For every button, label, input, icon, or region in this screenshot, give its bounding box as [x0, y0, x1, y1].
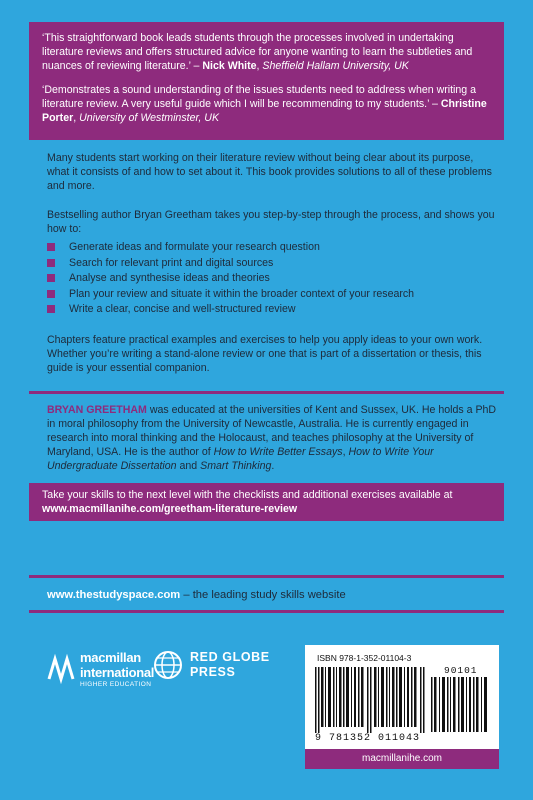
separator: and: [176, 460, 201, 472]
divider: [29, 575, 504, 578]
barcode-icon: [315, 667, 427, 733]
divider: [29, 391, 504, 394]
separator: ,: [256, 60, 263, 72]
barcode-addon-icon: [431, 677, 489, 732]
imprint-name: RED GLOBE: [190, 650, 270, 664]
globe-icon: [152, 649, 184, 681]
publisher-name-line2: international: [80, 665, 155, 680]
list-item: [47, 240, 497, 256]
isbn-barcode-box: [305, 645, 499, 749]
bullet-square-icon: [47, 274, 55, 282]
barcode-digits: 9 781352 011043: [315, 733, 421, 744]
skills-list: [47, 240, 497, 318]
promo-band: [29, 483, 504, 521]
list-item: [47, 287, 497, 303]
endorsement-1: [42, 31, 494, 73]
bio-text: was educated at the universities of Kent and Sussex, UK. He holds a PhD in moral philosophy from the University of Newcastle, Australia. He is currently engaged in research into moral thinking and the Holocaust, and teaches philosophy at the University of Maryland, USA. He is the author of: [47, 404, 497, 458]
punctuation: .: [271, 460, 275, 472]
bullet-square-icon: [47, 290, 55, 298]
studyspace-line: [47, 589, 346, 601]
imprint-name-line2: PRESS: [190, 665, 236, 679]
author-name: BRYAN GREETHAM: [47, 404, 147, 416]
promo-text: Take your skills to the next level with the checklists and additional exercises available at: [42, 489, 453, 501]
separator: ,: [342, 446, 349, 458]
list-item-text: Generate ideas and formulate your research question: [69, 241, 320, 253]
publisher-name: macmillan: [80, 650, 141, 665]
endorsements-box: [29, 22, 504, 140]
list-item-text: Plan your review and situate it within the broader context of your research: [69, 287, 415, 300]
endorser-affiliation: University of Westminster, UK: [79, 112, 220, 124]
endorser-name: Nick White: [202, 60, 257, 72]
isbn-label: ISBN 978-1-352-01104-3: [317, 653, 412, 663]
promo-link[interactable]: www.macmillanihe.com/greetham-literature-review: [42, 503, 298, 515]
intro-text: Many students start working on their literature review without being clear about its purpose, what it consists of and how to set about it. This book provides solutions to all of these problems and more.: [47, 152, 492, 192]
endorser-affiliation: Sheffield Hallam University, UK: [262, 60, 409, 72]
divider: [29, 610, 504, 613]
author-bio: [47, 403, 497, 473]
author-lead-text: Bestselling author Bryan Greetham takes you step-by-step through the process, and shows you how to:: [47, 209, 495, 235]
list-item-text: Write a clear, concise and well-structured review: [69, 303, 296, 315]
list-item: [47, 302, 497, 318]
bullet-square-icon: [47, 305, 55, 313]
bullet-square-icon: [47, 243, 55, 251]
endorsement-quote: ‘Demonstrates a sound understanding of the issues students need to address when writing a literature review. A very useful guide which I will be recommending to my students.’ –: [42, 84, 477, 110]
list-item: [47, 256, 497, 272]
price-code: 90101: [444, 665, 478, 676]
endorsement-quote: ‘This straightforward book leads students through the processes involved in undertaking literature reviews and offers structured advice for anyone wanting to learn the subtleties and nuances of reviewing literature.’ –: [42, 32, 473, 72]
endorser-name: Christine Porter: [42, 98, 487, 124]
book-title: How to Write Better Essays: [213, 446, 343, 458]
studyspace-link[interactable]: www.thestudyspace.com: [47, 589, 181, 601]
studyspace-tagline: – the leading study skills website: [180, 589, 346, 601]
list-item: [47, 271, 497, 287]
chapters-text: Chapters feature practical examples and exercises to help you apply ideas to your own work. Whether you’re writing a stand-alone review or one that is part of a dissertation or thesis, this guide is your essential companion.: [47, 334, 483, 374]
endorsement-2: [42, 83, 494, 125]
list-item-text: Analyse and synthesise ideas and theories: [69, 272, 270, 284]
separator: ,: [73, 112, 80, 124]
author-lead-paragraph: [47, 208, 497, 236]
book-title: How to Write Your Undergraduate Dissertation: [47, 446, 434, 472]
book-title: Smart Thinking: [200, 460, 272, 472]
bullet-square-icon: [47, 259, 55, 267]
publisher-website-link[interactable]: macmillanihe.com: [305, 749, 499, 769]
list-item-text: Search for relevant print and digital sources: [69, 256, 274, 269]
intro-paragraph: [47, 151, 497, 193]
chapters-paragraph: [47, 333, 497, 375]
publisher-division: HIGHER EDUCATION: [80, 681, 152, 688]
